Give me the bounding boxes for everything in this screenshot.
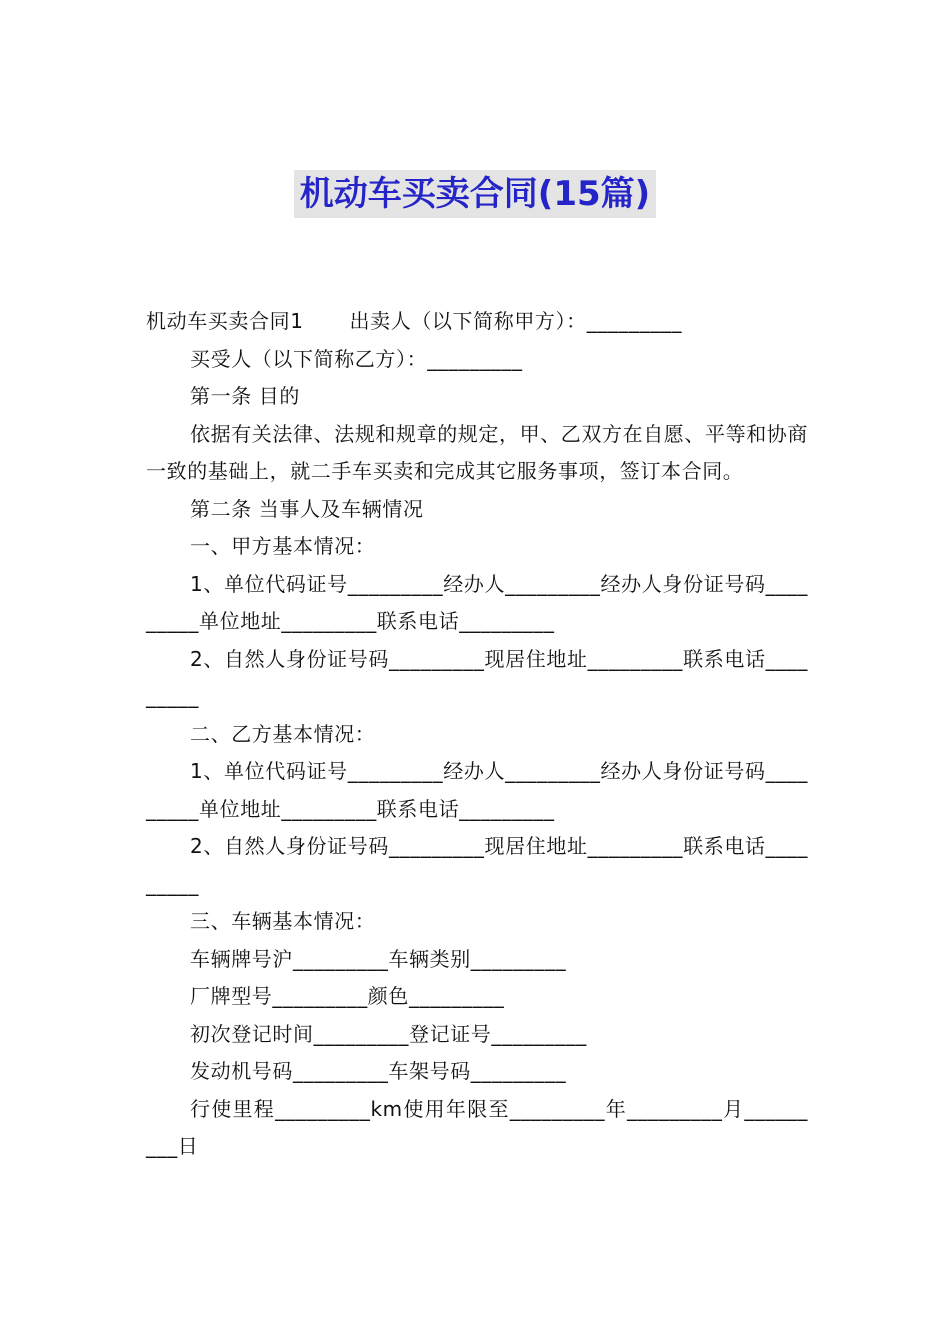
- party-b-heading: 二、乙方基本情况：: [190, 721, 376, 746]
- party-b-item-2: 2、自然人身份证号码_________现居住地址_________联系电话_________: [146, 834, 808, 896]
- paragraph-buyer: 买受人（以下简称乙方）：_________: [190, 346, 523, 371]
- article-1-heading: 第一条 目的: [190, 384, 300, 408]
- vehicle-engine-line: 发动机号码_________车架号码_________: [190, 1059, 567, 1083]
- party-b-item-1: 1、单位代码证号_________经办人_________经办人身份证号码_________单位地址_________联系电话_________: [146, 759, 808, 821]
- party-a-heading: 一、甲方基本情况：: [190, 534, 376, 558]
- vehicle-model-line: 厂牌型号_________颜色_________: [190, 984, 505, 1008]
- vehicle-plate-line: 车辆牌号沪_________车辆类别_________: [190, 946, 567, 971]
- vehicle-registration-line: 初次登记时间_________登记证号_________: [190, 1021, 587, 1046]
- contract-heading: 机动车买卖合同1: [146, 309, 304, 333]
- article-1-body: 依据有关法律、法规和规章的规定，甲、乙双方在自愿、平等和协商一致的基础上，就二手车买卖和完成其它服务事项，签订本合同。: [146, 421, 808, 483]
- paragraph-seller: [146, 303, 808, 341]
- vehicle-mileage-line: 行使里程_________km使用年限至_________年_________月_________日: [146, 1096, 808, 1158]
- document-body: [146, 303, 808, 1166]
- party-a-item-2: 2、自然人身份证号码_________现居住地址_________联系电话_________: [146, 646, 808, 708]
- seller-line: 出卖人（以下简称甲方）：_________: [349, 309, 683, 333]
- party-a-item-1: 1、单位代码证号_________经办人_________经办人身份证号码_________单位地址_________联系电话_________: [146, 571, 808, 633]
- vehicle-heading: 三、车辆基本情况：: [190, 909, 376, 933]
- article-2-heading: 第二条 当事人及车辆情况: [190, 496, 424, 521]
- document-title: 机动车买卖合同(15篇): [294, 170, 656, 218]
- title-container: [0, 170, 950, 218]
